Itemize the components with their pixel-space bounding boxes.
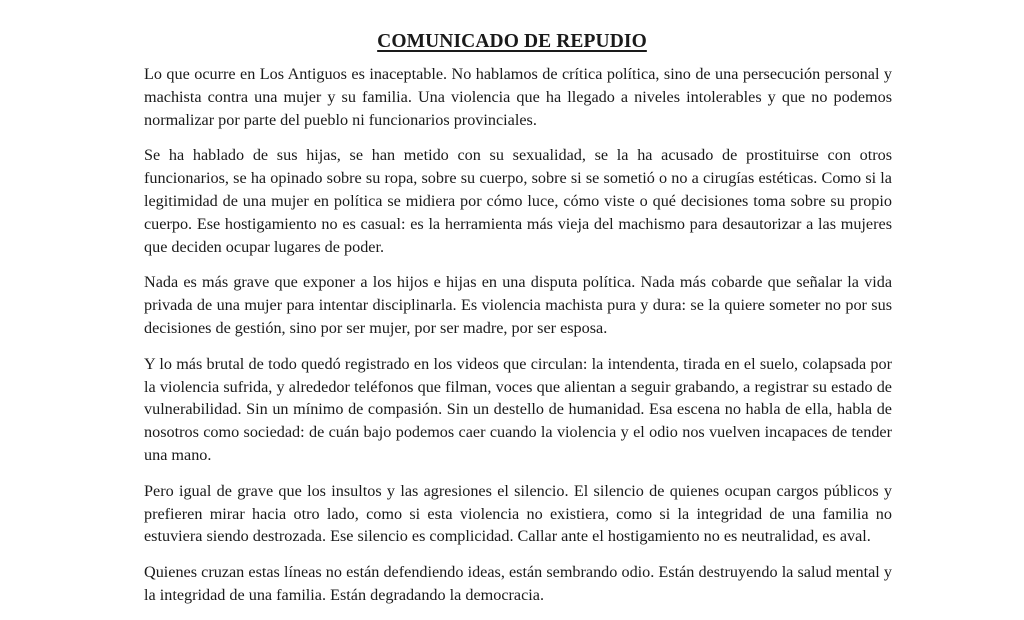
paragraph-6: Quienes cruzan estas líneas no están defendiendo ideas, están sembrando odio. Están destruyendo la salud mental y la integridad de una familia. Están degradando la democracia. (144, 563, 892, 604)
paragraph-3: Nada es más grave que exponer a los hijos e hijas en una disputa política. Nada más cobarde que señalar la vida privada de una mujer para intentar disciplinarla. Es violencia machista pura y dura: se la quiere someter no por sus decisiones de gestión, sino por ser mujer, por ser madre, por ser esposa. (144, 273, 892, 337)
paragraph-5: Pero igual de grave que los insultos y las agresiones el silencio. El silencio de quienes ocupan cargos públicos y prefieren mirar hacia otro lado, como si esta violencia no existiera, como si la integridad de una familia no estuviera siendo destrozada. Ese silencio es complicidad. Callar ante el hostigamiento no es neutralidad, es aval. (144, 481, 892, 546)
document-body (144, 63, 892, 620)
paragraph-4: Y lo más brutal de todo quedó registrado en los videos que circulan: la intendenta, tirada en el suelo, colapsada por la violencia sufrida, y alrededor teléfonos que filman, voces que alientan a seguir grabando, a registrar su estado de vulnerabilidad. Sin un mínimo de compasión. Sin un destello de humanidad. Esa escena no habla de ella, habla de nosotros como sociedad: de cuán bajo podemos caer cuando la violencia y el odio nos vuelven incapaces de tender una mano. (144, 354, 892, 464)
document-title-text: COMUNICADO DE REPUDIO (377, 31, 647, 52)
document-title (0, 31, 1024, 53)
paragraph-1: Lo que ocurre en Los Antiguos es inaceptable. No hablamos de crítica política, sino de una persecución personal y machista contra una mujer y su familia. Una violencia que ha llegado a niveles intolerables y que no podemos normalizar por parte del pueblo ni funcionarios provinciales. (144, 65, 892, 129)
paragraph-2: Se ha hablado de sus hijas, se han metido con su sexualidad, se la ha acusado de prostituirse con otros funcionarios, se ha opinado sobre su ropa, sobre su cuerpo, sobre si se sometió o no a cirugías estéticas. Como si la legitimidad de una mujer en política se midiera por cómo luce, cómo viste o qué decisiones toma sobre su propio cuerpo. Ese hostigamiento no es casual: es la herramienta más vieja del machismo para desautorizar a las mujeres que deciden ocupar lugares de poder. (144, 146, 892, 256)
